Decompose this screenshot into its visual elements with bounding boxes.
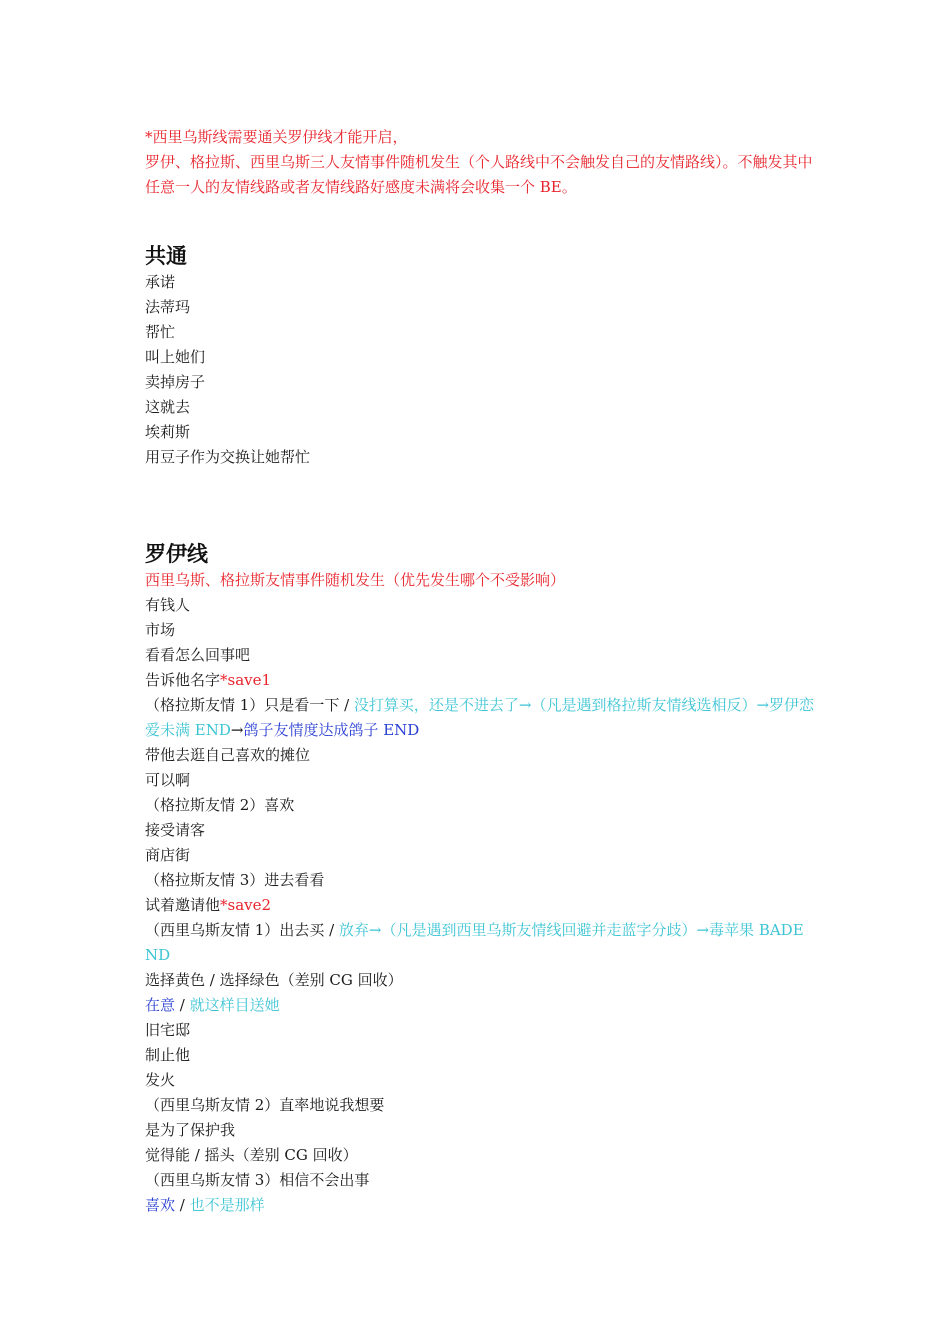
branch-text: 放弃→（凡是遇到西里乌斯友情线回避并走蓝字分歧）→毒苹果 BADEND xyxy=(145,921,804,964)
list-item xyxy=(145,893,815,918)
list-item: 发火 xyxy=(145,1071,176,1089)
branch-text: 没打算买，还是不进去了→（凡是遇到格拉斯友情线选相反）→罗伊恋爱未满 END xyxy=(145,696,815,739)
list-item: 帮忙 xyxy=(145,323,176,341)
choice-text: （西里乌斯友情 1）出去买 / xyxy=(145,921,339,939)
list-item: （西里乌斯友情 2）直率地说我想要 xyxy=(145,1096,385,1114)
notice-line-2: 罗伊、格拉斯、西里乌斯三人友情事件随机发生（个人路线中不会触发自己的友情路线）。不触发其中任意一人的友情线路或者友情线路好感度未满将会收集一个 BE。 xyxy=(145,153,813,196)
list-item: 有钱人 xyxy=(145,596,191,614)
branch-ending: 鸽子友情度达成鸽子 END xyxy=(243,721,420,739)
list-item: 可以啊 xyxy=(145,771,191,789)
save-marker: *save1 xyxy=(220,671,272,689)
choice-blue: 在意 xyxy=(145,996,176,1014)
choice-text: 试着邀请他 xyxy=(145,896,221,914)
list-item: 觉得能 / 摇头（差别 CG 回收） xyxy=(145,1146,358,1164)
common-choice-list xyxy=(145,270,815,470)
choice-separator: / xyxy=(175,1196,190,1214)
list-item: 是为了保护我 xyxy=(145,1121,236,1139)
list-item: 这就去 xyxy=(145,398,191,416)
list-item xyxy=(145,918,815,968)
section-heading-common: 共通 xyxy=(145,244,187,268)
list-item: （西里乌斯友情 3）相信不会出事 xyxy=(145,1171,370,1189)
list-item: 制止他 xyxy=(145,1046,191,1064)
save-marker: *save2 xyxy=(220,896,272,914)
list-item: 埃莉斯 xyxy=(145,423,191,441)
list-item xyxy=(145,668,815,693)
list-item xyxy=(145,1193,815,1218)
list-item: 用豆子作为交换让她帮忙 xyxy=(145,448,311,466)
section-heading-roy: 罗伊线 xyxy=(145,542,208,566)
list-item: （格拉斯友情 2）喜欢 xyxy=(145,796,295,814)
list-item: 法蒂玛 xyxy=(145,298,191,316)
choice-blue: 喜欢 xyxy=(145,1196,176,1214)
list-item: 市场 xyxy=(145,621,176,639)
list-item: 商店街 xyxy=(145,846,191,864)
route-note: 西里乌斯、格拉斯友情事件随机发生（优先发生哪个不受影响） xyxy=(145,571,566,589)
arrow-glyph: → xyxy=(230,721,244,739)
choice-text: （格拉斯友情 1）只是看一下 / xyxy=(145,696,354,714)
list-item xyxy=(145,693,815,743)
choice-cyan: 也不是那样 xyxy=(189,1196,265,1214)
list-item: 接受请客 xyxy=(145,821,206,839)
roy-choice-list xyxy=(145,568,815,1218)
list-item xyxy=(145,993,815,1018)
choice-cyan: 就这样目送她 xyxy=(189,996,280,1014)
document-page xyxy=(145,125,815,1218)
list-item: 叫上她们 xyxy=(145,348,206,366)
choice-text: 告诉他名字 xyxy=(145,671,221,689)
list-item: 选择黄色 / 选择绿色（差别 CG 回收） xyxy=(145,971,403,989)
list-item: 旧宅邸 xyxy=(145,1021,191,1039)
list-item: 承诺 xyxy=(145,273,176,291)
list-item: （格拉斯友情 3）进去看看 xyxy=(145,871,325,889)
notice-line-1: *西里乌斯线需要通关罗伊线才能开启， xyxy=(145,128,408,146)
list-item: 卖掉房子 xyxy=(145,373,206,391)
list-item: 看看怎么回事吧 xyxy=(145,646,251,664)
list-item: 带他去逛自己喜欢的摊位 xyxy=(145,746,311,764)
choice-separator: / xyxy=(175,996,190,1014)
